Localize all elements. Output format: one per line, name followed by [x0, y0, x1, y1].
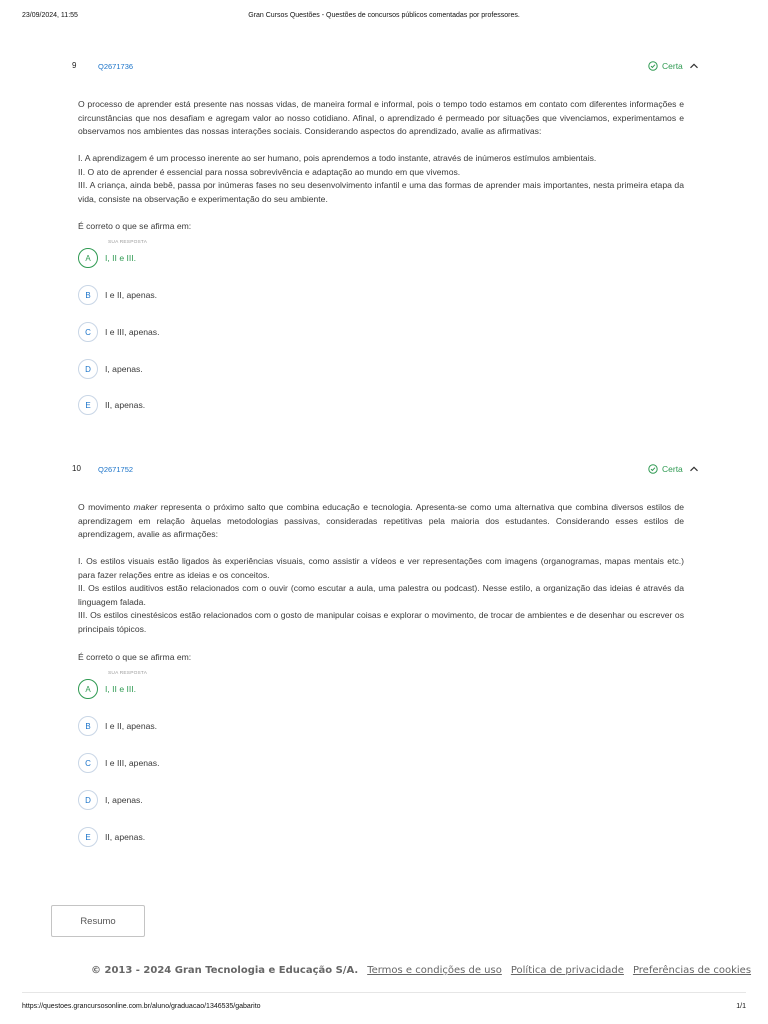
- copyright-text: © 2013 - 2024 Gran Tecnologia e Educação S/A.: [91, 965, 359, 976]
- question-number: 10: [72, 464, 81, 473]
- check-circle-icon: [648, 464, 658, 474]
- statement: III. Os estilos cinestésicos estão relacionados com o gosto de manipular coisas e explorar o movimento, de trocar de ambientes e de desenhar ou escrever os principais tópicos.: [78, 610, 684, 634]
- print-header: [0, 12, 768, 22]
- option-c[interactable]: [78, 322, 159, 342]
- option-text: I e III, apenas.: [105, 327, 160, 337]
- cookie-preferences-link[interactable]: Preferências de cookies: [632, 965, 752, 976]
- option-text: II, apenas.: [105, 400, 146, 410]
- print-page-number: 1/1: [736, 1003, 746, 1010]
- option-e[interactable]: [78, 827, 145, 847]
- option-letter: D: [78, 790, 98, 810]
- intro-text: O movimento: [78, 502, 134, 512]
- option-letter: C: [78, 322, 98, 342]
- privacy-link[interactable]: Política de privacidade: [510, 965, 624, 976]
- option-b[interactable]: [78, 285, 157, 305]
- question-code-link[interactable]: Q2671752: [98, 465, 134, 474]
- question-text: [78, 98, 684, 206]
- option-c[interactable]: [78, 753, 159, 773]
- statement: II. O ato de aprender é essencial para nossa sobrevivência e adaptação ao mundo em que vivemos.: [78, 166, 461, 177]
- statement: I. A aprendizagem é um processo inerente ao ser humano, pois aprendemos a todo instante, através de inúmeros estímulos ambientais.: [78, 153, 597, 163]
- summary-button[interactable]: Resumo: [51, 905, 145, 937]
- chevron-up-icon[interactable]: [689, 464, 699, 474]
- your-answer-label: SUA RESPOSTA: [108, 671, 148, 676]
- your-answer-label: SUA RESPOSTA: [108, 240, 148, 245]
- status-label: Certa: [662, 61, 683, 71]
- option-text: I, II e III.: [105, 684, 137, 694]
- print-url: https://questoes.grancursosonline.com.br/aluno/graduacao/1346535/gabarito: [22, 1003, 261, 1010]
- print-page-title: Gran Cursos Questões - Questões de concursos públicos comentadas por professores.: [248, 12, 520, 19]
- option-text: I e II, apenas.: [105, 290, 158, 300]
- option-text: I, apenas.: [105, 364, 143, 374]
- option-text: II, apenas.: [105, 832, 146, 842]
- site-footer: [91, 965, 751, 976]
- statement: I. Os estilos visuais estão ligados às experiências visuais, como assistir a vídeos e ver representações com imagens (organogramas, mapas mentais etc.) para fazer relações entre as ideias e os conceitos.: [78, 556, 684, 580]
- option-letter: A: [78, 248, 98, 268]
- question-prompt: É correto o que se afirma em:: [78, 652, 192, 662]
- question-prompt: É correto o que se afirma em:: [78, 221, 192, 231]
- option-letter: C: [78, 753, 98, 773]
- question-text: [78, 501, 684, 636]
- intro-emphasis: maker: [133, 502, 158, 512]
- option-letter: B: [78, 285, 98, 305]
- option-b[interactable]: [78, 716, 157, 736]
- option-letter: E: [78, 395, 98, 415]
- intro-text: representa o próximo salto que combina educação e tecnologia. Apresenta-se como uma alternativa que combina diversos estilos de aprendizagem em relação àquelas metodologias passivas, consideradas repetitivas pela maioria dos estudantes. Considerando esses estilos de aprendizagem, avalie as afirmações:: [78, 502, 684, 539]
- option-d[interactable]: [78, 790, 143, 810]
- question-intro: [78, 501, 684, 542]
- option-text: I e III, apenas.: [105, 758, 160, 768]
- option-a[interactable]: [78, 679, 136, 699]
- question-code-link[interactable]: Q2671736: [98, 62, 134, 71]
- option-text: I, II e III.: [105, 253, 137, 263]
- option-letter: E: [78, 827, 98, 847]
- chevron-up-icon[interactable]: [689, 61, 699, 71]
- print-date: 23/09/2024, 11:55: [22, 12, 78, 19]
- option-letter: B: [78, 716, 98, 736]
- question-status: [648, 464, 699, 474]
- statement: II. Os estilos auditivos estão relacionados com o ouvir (como escutar a aula, uma palestra ou podcast). Nesse estilo, a organização das ideias é através da linguagem falada.: [78, 583, 684, 607]
- option-letter: A: [78, 679, 98, 699]
- print-footer: [0, 1003, 768, 1013]
- status-label: Certa: [662, 464, 683, 474]
- question-number: 9: [72, 61, 77, 70]
- statement: III. A criança, ainda bebê, passa por inúmeras fases no seu desenvolvimento infantil e uma das formas de aprender mais importantes, nesta primeira etapa da vida, consiste na observação e experimentação do seu ambiente.: [78, 180, 684, 204]
- option-e[interactable]: [78, 395, 145, 415]
- question-intro: O processo de aprender está presente nas nossas vidas, de maneira formal e informal, pois o tempo todo estamos em contato com diferentes informações e circunstâncias que nos desafiam e agregam valor ao nosso cotidiano. Afinal, o aprendizado é permeado por situações que vivenciamos, experimentamos e observamos nos ambientes das nossas interações sociais. Considerando aspectos do aprendizado, avalie as afirmativas:: [78, 99, 684, 136]
- footer-divider: [22, 992, 746, 993]
- option-a[interactable]: [78, 248, 136, 268]
- terms-link[interactable]: Termos e condições de uso: [367, 965, 502, 976]
- check-circle-icon: [648, 61, 658, 71]
- option-letter: D: [78, 359, 98, 379]
- option-text: I e II, apenas.: [105, 721, 158, 731]
- option-text: I, apenas.: [105, 795, 143, 805]
- question-status: [648, 61, 699, 71]
- option-d[interactable]: [78, 359, 143, 379]
